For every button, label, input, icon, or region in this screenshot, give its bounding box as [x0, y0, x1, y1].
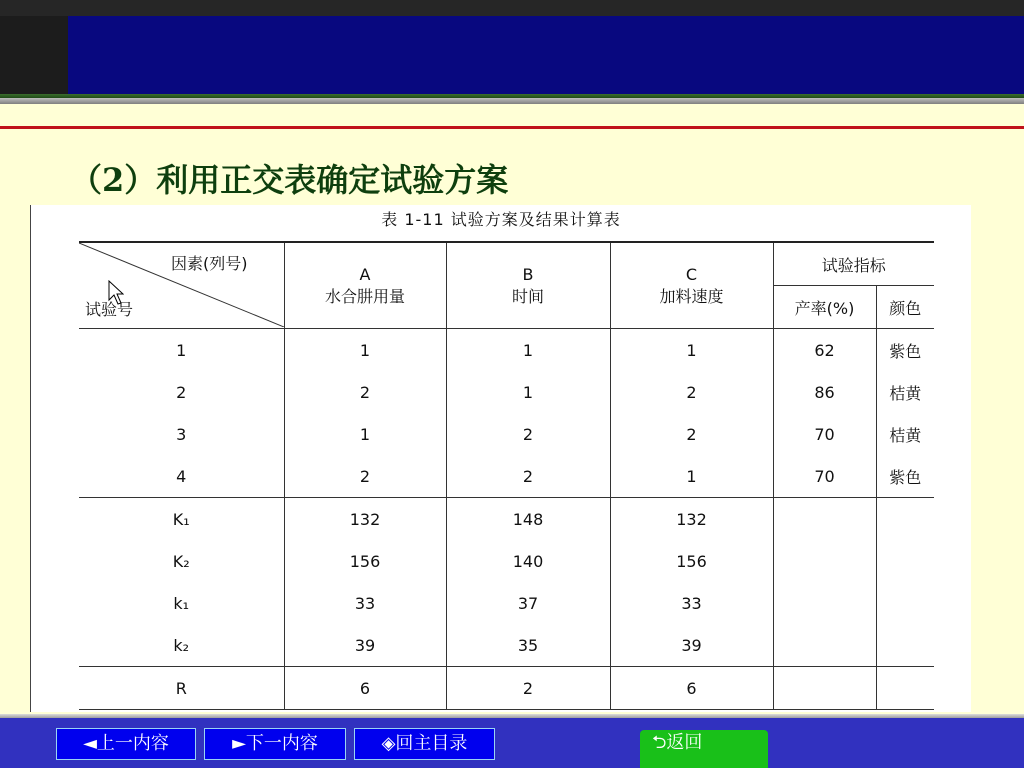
table-cell: 1 — [446, 371, 610, 413]
table-cell: 132 — [610, 498, 773, 541]
table-cell: 桔黄 — [876, 413, 934, 455]
table-row — [79, 413, 934, 455]
table-cell: 2 — [446, 413, 610, 455]
table-cell: 37 — [446, 582, 610, 624]
table-cell: 1 — [446, 329, 610, 372]
table-cell: 1 — [284, 329, 446, 372]
table-cell: 86 — [773, 371, 876, 413]
main-menu-button[interactable]: ◈回主目录 — [354, 728, 495, 760]
table-cell: k₂ — [79, 624, 284, 667]
table-row — [79, 371, 934, 413]
table-cell — [876, 624, 934, 667]
column-header-b-letter: B — [522, 264, 534, 284]
title-divider — [0, 126, 1024, 129]
table-cell: 紫色 — [876, 455, 934, 498]
indicator-header: 试验指标 — [773, 242, 934, 286]
table-row — [79, 498, 934, 541]
table-cell: 140 — [446, 540, 610, 582]
table-cell: 1 — [610, 455, 773, 498]
trial-number-header-label: 试验号 — [85, 300, 134, 319]
table-cell: 156 — [610, 540, 773, 582]
table-cell: 2 — [446, 455, 610, 498]
table-cell: K₂ — [79, 540, 284, 582]
table-row — [79, 667, 934, 710]
table-figure — [30, 205, 971, 712]
table-cell: 2 — [284, 371, 446, 413]
table-cell: 紫色 — [876, 329, 934, 372]
table-row — [79, 329, 934, 372]
color-header: 颜色 — [876, 286, 934, 329]
slide-title: （2）利用正交表确定试验方案 — [70, 161, 509, 199]
return-button[interactable]: ⮌返回 — [640, 730, 768, 768]
table-cell: 3 — [79, 413, 284, 455]
column-header-c-name: 加料速度 — [659, 286, 724, 306]
table-cell: 2 — [610, 371, 773, 413]
table-row — [79, 455, 934, 498]
table-cell: 70 — [773, 413, 876, 455]
previous-content-button[interactable]: ◄上一内容 — [56, 728, 196, 760]
table-cell — [876, 582, 934, 624]
column-header-a-name: 水合肼用量 — [324, 286, 405, 306]
column-header-a — [284, 242, 446, 329]
table-caption: 表 1-11 试验方案及结果计算表 — [381, 210, 621, 229]
table-row — [79, 582, 934, 624]
table-cell: 6 — [284, 667, 446, 710]
table-row — [79, 540, 934, 582]
column-header-b-name: 时间 — [511, 286, 544, 306]
table-cell — [773, 498, 876, 541]
table-cell: 2 — [79, 371, 284, 413]
table-cell: 2 — [446, 667, 610, 710]
table-cell: R — [79, 667, 284, 710]
table-cell: 4 — [79, 455, 284, 498]
table-cell: 33 — [284, 582, 446, 624]
table-cell: 35 — [446, 624, 610, 667]
column-header-b — [446, 242, 610, 329]
table-cell: 62 — [773, 329, 876, 372]
table-cell: 桔黄 — [876, 371, 934, 413]
column-header-c-letter: C — [685, 264, 698, 284]
table-cell: 1 — [79, 329, 284, 372]
table-cell — [876, 667, 934, 710]
header-band-highlight — [0, 0, 1024, 16]
table-cell: 6 — [610, 667, 773, 710]
table-cell — [773, 667, 876, 710]
table-cell: 70 — [773, 455, 876, 498]
header-gray-stripe — [0, 98, 1024, 104]
table-cell — [876, 540, 934, 582]
table-cell: 156 — [284, 540, 446, 582]
table-cell: k₁ — [79, 582, 284, 624]
table-cell — [773, 624, 876, 667]
table-cell: 39 — [284, 624, 446, 667]
table-row — [79, 624, 934, 667]
table-cell: 1 — [610, 329, 773, 372]
table-cell — [876, 498, 934, 541]
table-cell: 33 — [610, 582, 773, 624]
table-cell: 132 — [284, 498, 446, 541]
factor-header-label: 因素(列号) — [171, 254, 248, 273]
results-table — [79, 241, 934, 710]
table-cell: 39 — [610, 624, 773, 667]
yield-header: 产率(%) — [773, 286, 876, 329]
table-cell — [773, 540, 876, 582]
table-cell: 148 — [446, 498, 610, 541]
table-cell — [773, 582, 876, 624]
header-blue-panel — [68, 16, 1024, 94]
column-header-a-letter: A — [359, 264, 371, 284]
mouse-pointer-icon — [108, 280, 124, 306]
column-header-c — [610, 242, 773, 329]
table-cell: 2 — [284, 455, 446, 498]
next-content-button[interactable]: ►下一内容 — [204, 728, 346, 760]
table-cell: K₁ — [79, 498, 284, 541]
table-cell: 2 — [610, 413, 773, 455]
table-cell: 1 — [284, 413, 446, 455]
